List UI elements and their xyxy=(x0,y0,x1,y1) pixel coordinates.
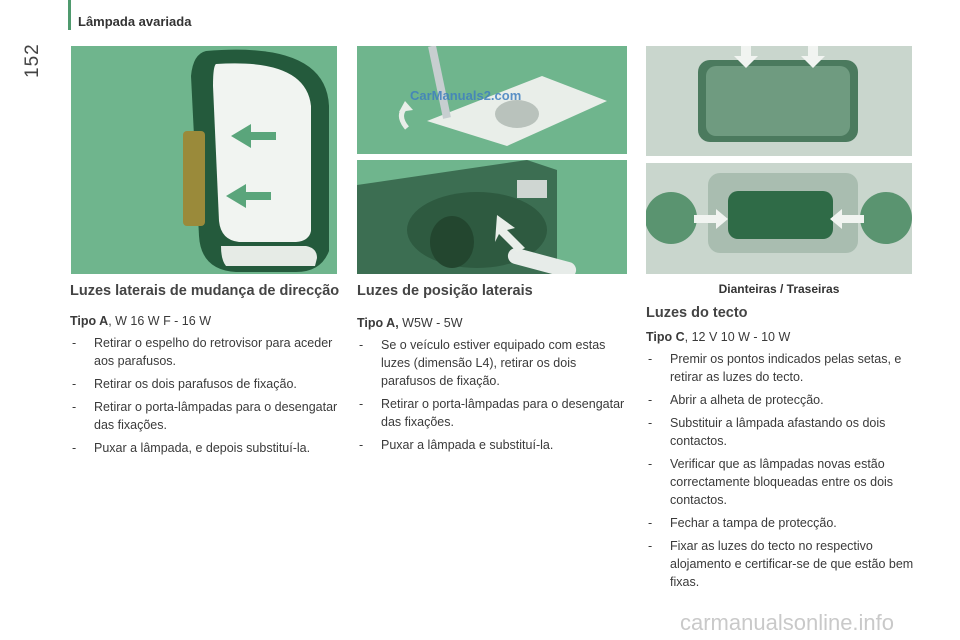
illustration-watermark: CarManuals2.com xyxy=(410,88,522,103)
bulb-type xyxy=(357,314,629,332)
bulb-type-label: Tipo C xyxy=(646,330,685,344)
instruction-list xyxy=(646,350,916,591)
ceiling-image-caption: Dianteiras / Traseiras xyxy=(718,282,840,296)
bulb-type-value: , 12 V 10 W - 10 W xyxy=(684,330,791,344)
section-title: Luzes laterais de mudança de direcção xyxy=(70,283,340,299)
list-item: - Retirar o porta-lâmpadas para o desengatar das fixações. xyxy=(70,398,340,434)
list-item: - Premir os pontos indicados pelas setas, e retirar as luzes do tecto. xyxy=(646,350,916,386)
list-item: - Verificar que as lâmpadas novas estão correctamente bloqueadas entre os dois contactos. xyxy=(646,455,916,509)
bulb-type-label: Tipo A, xyxy=(357,316,399,330)
list-item: - Retirar os dois parafusos de fixação. xyxy=(70,375,340,393)
list-item: - Retirar o porta-lâmpadas para o desengatar das fixações. xyxy=(357,395,629,431)
instruction-list xyxy=(70,334,340,457)
header-accent-bar xyxy=(68,0,71,30)
ceiling-lights-section xyxy=(646,305,916,596)
ceiling-light-front-illustration xyxy=(646,46,912,156)
instruction-list xyxy=(357,336,629,454)
bulb-type xyxy=(646,328,916,346)
list-item: - Se o veículo estiver equipado com estas luzes (dimensão L4), retirar os dois parafusos de fixação. xyxy=(357,336,629,390)
list-item: - Abrir a alheta de protecção. xyxy=(646,391,916,409)
list-item: - Fechar a tampa de protecção. xyxy=(646,514,916,532)
position-lamp-holder-illustration xyxy=(357,160,627,274)
list-item: - Puxar a lâmpada, e depois substituí-la. xyxy=(70,439,340,457)
bulb-type-label: Tipo A xyxy=(70,314,109,328)
list-item: - Fixar as luzes do tecto no respectivo alojamento e certificar-se de que estão bem fixas. xyxy=(646,537,916,591)
bulb-type xyxy=(70,312,340,330)
bulb-type-value: , W 16 W F - 16 W xyxy=(108,314,211,328)
page-header-title: Lâmpada avariada xyxy=(78,14,192,29)
bulb-type-value: W5W - 5W xyxy=(398,316,463,330)
list-item: - Retirar o espelho do retrovisor para aceder aos parafusos. xyxy=(70,334,340,370)
ceiling-light-bulb-illustration xyxy=(646,163,912,274)
section-title: Luzes do tecto xyxy=(646,305,748,321)
position-lights-section xyxy=(357,283,629,459)
section-title: Luzes de posição laterais xyxy=(357,283,533,299)
mirror-illustration xyxy=(71,46,337,274)
page-number: 152 xyxy=(22,43,43,78)
footer-watermark: carmanualsonline.info xyxy=(680,610,895,635)
lateral-indicator-section xyxy=(70,283,340,462)
list-item: - Substituir a lâmpada afastando os dois contactos. xyxy=(646,414,916,450)
list-item: - Puxar a lâmpada e substituí-la. xyxy=(357,436,629,454)
